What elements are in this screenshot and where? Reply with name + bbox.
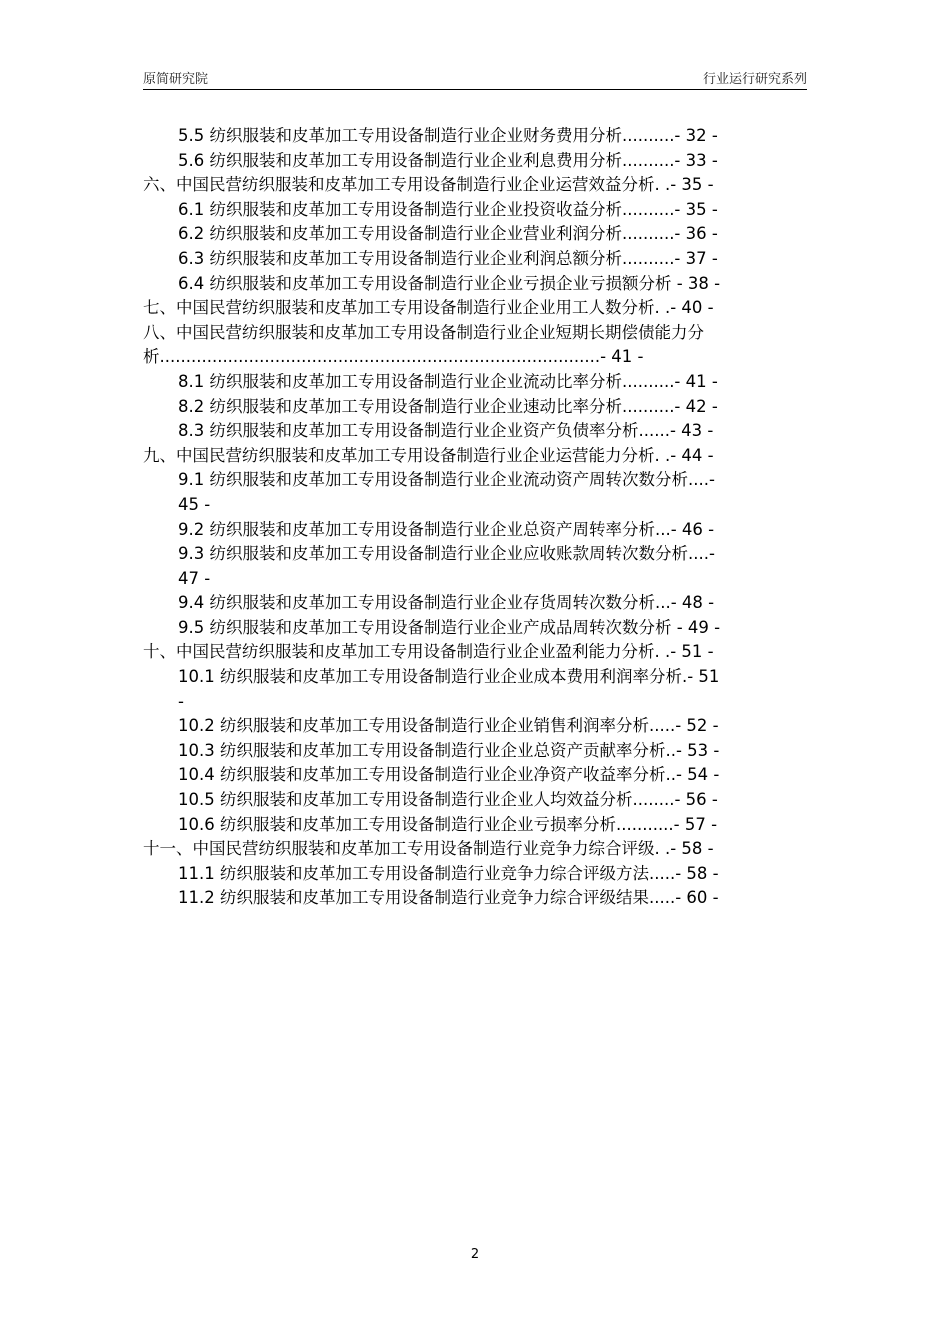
toc-entry[interactable] <box>143 518 807 543</box>
toc-entry[interactable] <box>143 788 807 813</box>
toc-entry[interactable] <box>143 124 807 149</box>
toc-entry-text: 10.2 纺织服装和皮革加工专用设备制造行业企业销售利润率分析.....- 52 - <box>178 716 719 736</box>
toc-entry-text: 十一、中国民营纺织服装和皮革加工专用设备制造行业竞争力综合评级. .- 58 - <box>143 839 714 859</box>
toc-entry-text: 47 - <box>178 568 211 588</box>
toc-entry[interactable] <box>143 542 807 567</box>
toc-entry[interactable] <box>143 345 807 370</box>
toc-entry-text: 11.1 纺织服装和皮革加工专用设备制造行业竞争力综合评级方法.....- 58 - <box>178 863 719 883</box>
toc-entry[interactable] <box>143 690 807 715</box>
toc-entry-text: 10.1 纺织服装和皮革加工专用设备制造行业企业成本费用利润率分析.- 51 <box>178 667 720 687</box>
toc-entry-text: 8.1 纺织服装和皮革加工专用设备制造行业企业流动比率分析..........- 41 - <box>178 371 718 391</box>
toc-entry[interactable] <box>143 739 807 764</box>
toc-entry-text: 8.3 纺织服装和皮革加工专用设备制造行业企业资产负债率分析......- 43 - <box>178 421 714 441</box>
toc-entry[interactable] <box>143 640 807 665</box>
toc-entry[interactable] <box>143 247 807 272</box>
toc-entry-text: 9.4 纺织服装和皮革加工专用设备制造行业企业存货周转次数分析...- 48 - <box>178 593 715 613</box>
toc-entry[interactable] <box>143 272 807 297</box>
toc-entry[interactable] <box>143 296 807 321</box>
toc-entry[interactable] <box>143 444 807 469</box>
toc-entry-text: 八、中国民营纺织服装和皮革加工专用设备制造行业企业短期长期偿债能力分 <box>143 322 704 342</box>
toc-entry[interactable] <box>143 321 807 346</box>
toc-entry[interactable] <box>143 886 807 911</box>
toc-entry[interactable] <box>143 763 807 788</box>
toc-entry-text: 9.3 纺织服装和皮革加工专用设备制造行业企业应收账款周转次数分析....- <box>178 544 715 564</box>
toc-entry[interactable] <box>143 222 807 247</box>
toc-entry-text: 十、中国民营纺织服装和皮革加工专用设备制造行业企业盈利能力分析. .- 51 - <box>143 642 714 662</box>
toc-entry-text: 10.3 纺织服装和皮革加工专用设备制造行业企业总资产贡献率分析..- 53 - <box>178 740 720 760</box>
toc-entry[interactable] <box>143 813 807 838</box>
toc-entry-text: 10.6 纺织服装和皮革加工专用设备制造行业企业亏损率分析...........- 57 - <box>178 814 718 834</box>
toc-entry-text: - <box>178 691 184 711</box>
toc-entry[interactable] <box>143 714 807 739</box>
toc-entry-text: 析....................................................................................- 41 - <box>143 347 644 367</box>
toc-entry-text: 七、中国民营纺织服装和皮革加工专用设备制造行业企业用工人数分析. .- 40 - <box>143 298 714 318</box>
toc-entry-text: 5.6 纺织服装和皮革加工专用设备制造行业企业利息费用分析..........- 33 - <box>178 150 718 170</box>
toc-entry[interactable] <box>143 616 807 641</box>
toc-entry[interactable] <box>143 493 807 518</box>
toc-entry-text: 11.2 纺织服装和皮革加工专用设备制造行业竞争力综合评级结果.....- 60 - <box>178 888 719 908</box>
header-divider <box>143 89 807 90</box>
toc-entry-text: 5.5 纺织服装和皮革加工专用设备制造行业企业财务费用分析..........- 32 - <box>178 126 718 145</box>
toc-entry[interactable] <box>143 419 807 444</box>
toc-entry[interactable] <box>143 591 807 616</box>
toc-entry-text: 45 - <box>178 494 211 514</box>
toc-entry[interactable] <box>143 665 807 690</box>
toc-entry-text: 6.1 纺织服装和皮革加工专用设备制造行业企业投资收益分析..........- 35 - <box>178 199 718 219</box>
toc-entry-text: 六、中国民营纺织服装和皮革加工专用设备制造行业企业运营效益分析. .- 35 - <box>143 175 714 195</box>
toc-entry-text: 8.2 纺织服装和皮革加工专用设备制造行业企业速动比率分析..........- 42 - <box>178 396 718 416</box>
toc-entry-text: 6.4 纺织服装和皮革加工专用设备制造行业企业亏损企业亏损额分析 - 38 - <box>178 273 721 293</box>
header-organization: 原简研究院 <box>143 72 209 87</box>
page-number: 2 <box>470 1247 480 1262</box>
page-header <box>143 68 807 90</box>
toc-entry[interactable] <box>143 862 807 887</box>
toc-entry[interactable] <box>143 370 807 395</box>
toc-entry[interactable] <box>143 173 807 198</box>
toc-entry-text: 九、中国民营纺织服装和皮革加工专用设备制造行业企业运营能力分析. .- 44 - <box>143 445 714 465</box>
toc-entry-text: 10.4 纺织服装和皮革加工专用设备制造行业企业净资产收益率分析..- 54 - <box>178 765 720 785</box>
table-of-contents <box>143 124 807 911</box>
toc-entry[interactable] <box>143 395 807 420</box>
toc-entry-text: 9.1 纺织服装和皮革加工专用设备制造行业企业流动资产周转次数分析....- <box>178 470 715 490</box>
toc-entry-text: 9.2 纺织服装和皮革加工专用设备制造行业企业总资产周转率分析...- 46 - <box>178 519 715 539</box>
toc-entry-text: 6.2 纺织服装和皮革加工专用设备制造行业企业营业利润分析..........- 36 - <box>178 224 718 244</box>
toc-entry[interactable] <box>143 468 807 493</box>
toc-entry[interactable] <box>143 837 807 862</box>
header-series-title: 行业运行研究系列 <box>702 72 807 87</box>
toc-entry[interactable] <box>143 149 807 174</box>
toc-entry[interactable] <box>143 567 807 592</box>
toc-entry-text: 10.5 纺织服装和皮革加工专用设备制造行业企业人均效益分析........- 56 - <box>178 790 718 810</box>
toc-entry[interactable] <box>143 198 807 223</box>
toc-entry-text: 9.5 纺织服装和皮革加工专用设备制造行业企业产成品周转次数分析 - 49 - <box>178 617 721 637</box>
toc-entry-text: 6.3 纺织服装和皮革加工专用设备制造行业企业利润总额分析..........- 37 - <box>178 248 718 268</box>
